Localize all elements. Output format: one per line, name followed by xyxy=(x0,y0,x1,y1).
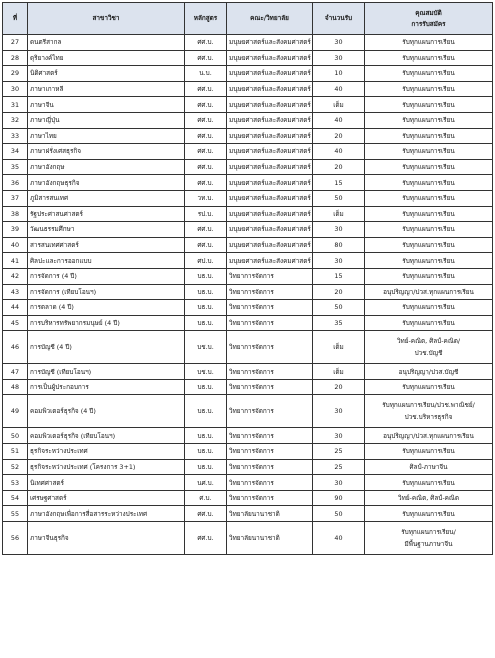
program-cell: บธ.บ. xyxy=(185,315,227,331)
program-cell: ศศ.บ. xyxy=(185,97,227,113)
program-cell: รป.บ. xyxy=(185,206,227,222)
faculty-cell: มนุษยศาสตร์และสังคมศาสตร์ xyxy=(227,144,313,160)
table-row xyxy=(3,159,493,175)
quota-cell: 90 xyxy=(313,490,365,506)
major-name-cell: การตลาด (4 ปี) xyxy=(28,300,185,316)
row-number-cell: 56 xyxy=(3,522,28,555)
requirements-cell xyxy=(365,190,493,206)
faculty-cell: มนุษยศาสตร์และสังคมศาสตร์ xyxy=(227,35,313,51)
quota-cell: 15 xyxy=(313,268,365,284)
requirement-line: ปวช.บัญชี xyxy=(414,349,443,358)
faculty-cell: มนุษยศาสตร์และสังคมศาสตร์ xyxy=(227,81,313,97)
requirements-cell xyxy=(365,284,493,300)
requirement-line: รับทุกแผนการเรียน xyxy=(402,69,455,78)
quota-cell: 20 xyxy=(313,128,365,144)
major-name-cell: สารสนเทศศาสตร์ xyxy=(28,237,185,253)
faculty-cell: มนุษยศาสตร์และสังคมศาสตร์ xyxy=(227,159,313,175)
faculty-cell: วิทยาการจัดการ xyxy=(227,364,313,380)
quota-cell: 30 xyxy=(313,253,365,269)
table-row xyxy=(3,444,493,460)
requirement-line: รับทุกแผนการเรียน xyxy=(402,209,455,218)
faculty-cell: มนุษยศาสตร์และสังคมศาสตร์ xyxy=(227,128,313,144)
header-faculty: คณะ/วิทยาลัย xyxy=(227,3,313,35)
table-row xyxy=(3,237,493,253)
program-cell: น.บ. xyxy=(185,66,227,82)
header-no: ที่ xyxy=(3,3,28,35)
program-cell: บธ.บ. xyxy=(185,444,227,460)
table-row xyxy=(3,522,493,555)
requirements-cell xyxy=(365,331,493,364)
table-row xyxy=(3,175,493,191)
requirement-line: รับทุกแผนการเรียน xyxy=(402,256,455,265)
program-cell: บธ.บ. xyxy=(185,268,227,284)
major-name-cell: ธุรกิจระหว่างประเทศ (โครงการ 3+1) xyxy=(28,459,185,475)
table-row xyxy=(3,268,493,284)
header-requirements-line1: คุณสมบัติ xyxy=(415,8,442,17)
quota-cell: 30 xyxy=(313,428,365,444)
faculty-cell: มนุษยศาสตร์และสังคมศาสตร์ xyxy=(227,66,313,82)
program-cell: บธ.บ. xyxy=(185,284,227,300)
requirements-cell xyxy=(365,490,493,506)
row-number-cell: 48 xyxy=(3,379,28,395)
faculty-cell: วิทยาการจัดการ xyxy=(227,475,313,491)
faculty-cell: วิทยาการจัดการ xyxy=(227,284,313,300)
table-header-row xyxy=(3,3,493,35)
major-name-cell: คอมพิวเตอร์ธุรกิจ (4 ปี) xyxy=(28,395,185,428)
quota-cell: 50 xyxy=(313,506,365,522)
requirement-line: รับทุกแผนการเรียน xyxy=(402,383,455,392)
major-name-cell: การเป็นผู้ประกอบการ xyxy=(28,379,185,395)
row-number-cell: 51 xyxy=(3,444,28,460)
row-number-cell: 41 xyxy=(3,253,28,269)
table-row xyxy=(3,97,493,113)
row-number-cell: 35 xyxy=(3,159,28,175)
row-number-cell: 30 xyxy=(3,81,28,97)
major-name-cell: คอมพิวเตอร์ธุรกิจ (เทียบโอนฯ) xyxy=(28,428,185,444)
table-row xyxy=(3,206,493,222)
table-row xyxy=(3,66,493,82)
row-number-cell: 50 xyxy=(3,428,28,444)
row-number-cell: 55 xyxy=(3,506,28,522)
quota-cell: 30 xyxy=(313,50,365,66)
faculty-cell: มนุษยศาสตร์และสังคมศาสตร์ xyxy=(227,112,313,128)
faculty-cell: มนุษยศาสตร์และสังคมศาสตร์ xyxy=(227,206,313,222)
row-number-cell: 34 xyxy=(3,144,28,160)
requirements-cell xyxy=(365,395,493,428)
major-name-cell: ดุริยางค์ไทย xyxy=(28,50,185,66)
program-cell: บธ.บ. xyxy=(185,428,227,444)
major-name-cell: นิติศาสตร์ xyxy=(28,66,185,82)
quota-cell: 40 xyxy=(313,112,365,128)
table-row xyxy=(3,144,493,160)
requirement-line: รับทุกแผนการเรียน xyxy=(402,225,455,234)
row-number-cell: 44 xyxy=(3,300,28,316)
row-number-cell: 40 xyxy=(3,237,28,253)
requirements-cell xyxy=(365,222,493,238)
faculty-cell: มนุษยศาสตร์และสังคมศาสตร์ xyxy=(227,50,313,66)
quota-cell: 25 xyxy=(313,444,365,460)
quota-cell: 40 xyxy=(313,81,365,97)
program-cell: ศศ.บ. xyxy=(185,522,227,555)
requirements-cell xyxy=(365,475,493,491)
quota-cell: 30 xyxy=(313,395,365,428)
table-row xyxy=(3,428,493,444)
requirements-cell xyxy=(365,364,493,380)
faculty-cell: วิทยาการจัดการ xyxy=(227,395,313,428)
requirement-line: รับทุกแผนการเรียน/ xyxy=(401,528,456,537)
table-row xyxy=(3,253,493,269)
major-name-cell: ภาษาเกาหลี xyxy=(28,81,185,97)
table-row xyxy=(3,50,493,66)
faculty-cell: มนุษยศาสตร์และสังคมศาสตร์ xyxy=(227,237,313,253)
requirement-line: วิทย์-คณิต, ศิลป์-คณิต/ xyxy=(396,337,461,346)
requirements-cell xyxy=(365,428,493,444)
table-row xyxy=(3,284,493,300)
major-name-cell: เศรษฐศาสตร์ xyxy=(28,490,185,506)
row-number-cell: 52 xyxy=(3,459,28,475)
faculty-cell: วิทยาการจัดการ xyxy=(227,379,313,395)
requirement-line: รับทุกแผนการเรียน xyxy=(402,318,455,327)
table-row xyxy=(3,395,493,428)
major-name-cell: ภาษาจีนธุรกิจ xyxy=(28,522,185,555)
table-row xyxy=(3,364,493,380)
row-number-cell: 39 xyxy=(3,222,28,238)
major-name-cell: ศิลปะและการออกแบบ xyxy=(28,253,185,269)
quota-cell: เต็ม xyxy=(313,206,365,222)
row-number-cell: 37 xyxy=(3,190,28,206)
table-row xyxy=(3,379,493,395)
row-number-cell: 42 xyxy=(3,268,28,284)
faculty-cell: วิทยาการจัดการ xyxy=(227,268,313,284)
table-body xyxy=(3,35,493,555)
table-row xyxy=(3,128,493,144)
program-cell: ศศ.บ. xyxy=(185,81,227,97)
faculty-cell: วิทยาการจัดการ xyxy=(227,459,313,475)
faculty-cell: มนุษยศาสตร์และสังคมศาสตร์ xyxy=(227,253,313,269)
requirements-cell xyxy=(365,175,493,191)
admission-quota-table xyxy=(2,2,493,555)
faculty-cell: วิทยาการจัดการ xyxy=(227,444,313,460)
requirements-cell xyxy=(365,379,493,395)
table-row xyxy=(3,506,493,522)
requirements-cell xyxy=(365,159,493,175)
requirements-cell xyxy=(365,444,493,460)
quota-cell: 10 xyxy=(313,66,365,82)
program-cell: ศป.บ. xyxy=(185,253,227,269)
major-name-cell: ภาษาฝรั่งเศสธุรกิจ xyxy=(28,144,185,160)
major-name-cell: ภาษาอังกฤษ xyxy=(28,159,185,175)
program-cell: ศศ.บ. xyxy=(185,237,227,253)
major-name-cell: ดนตรีสากล xyxy=(28,35,185,51)
row-number-cell: 46 xyxy=(3,331,28,364)
row-number-cell: 33 xyxy=(3,128,28,144)
header-requirements-line2: การรับสมัคร xyxy=(411,19,446,28)
requirement-line: รับทุกแผนการเรียน xyxy=(402,53,455,62)
program-cell: วท.บ. xyxy=(185,190,227,206)
admission-table-page xyxy=(2,2,492,555)
requirements-cell xyxy=(365,97,493,113)
requirement-line: รับทุกแผนการเรียน xyxy=(402,241,455,250)
table-row xyxy=(3,490,493,506)
table-row xyxy=(3,300,493,316)
program-cell: ศศ.บ. xyxy=(185,144,227,160)
program-cell: บธ.บ. xyxy=(185,300,227,316)
requirement-line: รับทุกแผนการเรียน xyxy=(402,509,455,518)
major-name-cell: ภาษาอังกฤษธุรกิจ xyxy=(28,175,185,191)
header-requirements xyxy=(365,3,493,35)
faculty-cell: วิทยาลัยนานาชาติ xyxy=(227,522,313,555)
row-number-cell: 31 xyxy=(3,97,28,113)
program-cell: ศศ.บ. xyxy=(185,112,227,128)
table-row xyxy=(3,475,493,491)
requirement-line: ศิลป์-ภาษาจีน xyxy=(409,462,448,471)
row-number-cell: 53 xyxy=(3,475,28,491)
header-quota: จำนวนรับ xyxy=(313,3,365,35)
requirements-cell xyxy=(365,522,493,555)
program-cell: บธ.บ. xyxy=(185,459,227,475)
major-name-cell: ภาษาอังกฤษเพื่อการสื่อสารระหว่างประเทศ xyxy=(28,506,185,522)
requirement-line: รับทุกแผนการเรียน xyxy=(402,131,455,140)
table-row xyxy=(3,459,493,475)
quota-cell: 30 xyxy=(313,222,365,238)
requirements-cell xyxy=(365,506,493,522)
row-number-cell: 29 xyxy=(3,66,28,82)
program-cell: ศศ.บ. xyxy=(185,50,227,66)
major-name-cell: การบริหารทรัพยากรมนุษย์ (4 ปี) xyxy=(28,315,185,331)
header-program: หลักสูตร xyxy=(185,3,227,35)
requirements-cell xyxy=(365,300,493,316)
table-row xyxy=(3,315,493,331)
major-name-cell: ภาษาจีน xyxy=(28,97,185,113)
major-name-cell: วัฒนธรรมศึกษา xyxy=(28,222,185,238)
faculty-cell: มนุษยศาสตร์และสังคมศาสตร์ xyxy=(227,222,313,238)
major-name-cell: ภาษาญี่ปุ่น xyxy=(28,112,185,128)
quota-cell: 40 xyxy=(313,522,365,555)
quota-cell: 50 xyxy=(313,300,365,316)
program-cell: ศ.บ. xyxy=(185,490,227,506)
requirement-line: รับทุกแผนการเรียน xyxy=(402,100,455,109)
requirement-line: อนุปริญญา/ปวส.ทุกแผนการเรียน xyxy=(383,431,474,440)
quota-cell: เต็ม xyxy=(313,364,365,380)
row-number-cell: 38 xyxy=(3,206,28,222)
requirements-cell xyxy=(365,459,493,475)
table-row xyxy=(3,331,493,364)
faculty-cell: วิทยาการจัดการ xyxy=(227,490,313,506)
program-cell: บช.บ. xyxy=(185,364,227,380)
program-cell: บธ.บ. xyxy=(185,395,227,428)
requirements-cell xyxy=(365,237,493,253)
program-cell: ศศ.บ. xyxy=(185,175,227,191)
faculty-cell: มนุษยศาสตร์และสังคมศาสตร์ xyxy=(227,97,313,113)
requirements-cell xyxy=(365,50,493,66)
requirement-line: รับทุกแผนการเรียน xyxy=(402,447,455,456)
quota-cell: 30 xyxy=(313,35,365,51)
row-number-cell: 32 xyxy=(3,112,28,128)
requirements-cell xyxy=(365,315,493,331)
quota-cell: 50 xyxy=(313,190,365,206)
major-name-cell: นิเทศศาสตร์ xyxy=(28,475,185,491)
quota-cell: 25 xyxy=(313,459,365,475)
quota-cell: 20 xyxy=(313,284,365,300)
requirements-cell xyxy=(365,81,493,97)
table-row xyxy=(3,190,493,206)
requirements-cell xyxy=(365,35,493,51)
program-cell: ศศ.บ. xyxy=(185,159,227,175)
requirements-cell xyxy=(365,253,493,269)
program-cell: นศ.บ. xyxy=(185,475,227,491)
major-name-cell: ภูมิสารสนเทศ xyxy=(28,190,185,206)
faculty-cell: วิทยาการจัดการ xyxy=(227,315,313,331)
table-row xyxy=(3,35,493,51)
faculty-cell: วิทยาการจัดการ xyxy=(227,331,313,364)
major-name-cell: การจัดการ (4 ปี) xyxy=(28,268,185,284)
quota-cell: 20 xyxy=(313,379,365,395)
program-cell: บช.บ. xyxy=(185,331,227,364)
row-number-cell: 43 xyxy=(3,284,28,300)
row-number-cell: 54 xyxy=(3,490,28,506)
table-row xyxy=(3,112,493,128)
requirement-line: รับทุกแผนการเรียน xyxy=(402,478,455,487)
requirements-cell xyxy=(365,66,493,82)
requirement-line: รับทุกแผนการเรียน xyxy=(402,178,455,187)
faculty-cell: วิทยาการจัดการ xyxy=(227,300,313,316)
requirement-line: รับทุกแผนการเรียน/ปวช.พาณิชย์/ xyxy=(382,401,475,410)
faculty-cell: วิทยาลัยนานาชาติ xyxy=(227,506,313,522)
row-number-cell: 47 xyxy=(3,364,28,380)
faculty-cell: มนุษยศาสตร์และสังคมศาสตร์ xyxy=(227,175,313,191)
major-name-cell: รัฐประศาสนศาสตร์ xyxy=(28,206,185,222)
quota-cell: 15 xyxy=(313,175,365,191)
major-name-cell: ธุรกิจระหว่างประเทศ xyxy=(28,444,185,460)
program-cell: ศศ.บ. xyxy=(185,35,227,51)
requirements-cell xyxy=(365,128,493,144)
faculty-cell: วิทยาการจัดการ xyxy=(227,428,313,444)
requirement-line: ปวช.บริหารธุรกิจ xyxy=(404,413,453,422)
row-number-cell: 27 xyxy=(3,35,28,51)
row-number-cell: 45 xyxy=(3,315,28,331)
program-cell: ศศ.บ. xyxy=(185,128,227,144)
quota-cell: เต็ม xyxy=(313,331,365,364)
requirement-line: วิทย์-คณิต, ศิลป์-คณิต xyxy=(398,494,459,503)
requirement-line: รับทุกแผนการเรียน xyxy=(402,116,455,125)
requirement-line: รับทุกแผนการเรียน xyxy=(402,272,455,281)
major-name-cell: การบัญชี (เทียบโอนฯ) xyxy=(28,364,185,380)
requirement-line: รับทุกแผนการเรียน xyxy=(402,163,455,172)
quota-cell: 40 xyxy=(313,144,365,160)
quota-cell: 20 xyxy=(313,159,365,175)
table-row xyxy=(3,81,493,97)
row-number-cell: 49 xyxy=(3,395,28,428)
requirements-cell xyxy=(365,112,493,128)
requirement-line: อนุปริญญา/ปวส.ทุกแผนการเรียน xyxy=(383,287,474,296)
faculty-cell: มนุษยศาสตร์และสังคมศาสตร์ xyxy=(227,190,313,206)
requirement-line: รับทุกแผนการเรียน xyxy=(402,38,455,47)
requirement-line: รับทุกแผนการเรียน xyxy=(402,194,455,203)
table-row xyxy=(3,222,493,238)
row-number-cell: 36 xyxy=(3,175,28,191)
quota-cell: เต็ม xyxy=(313,97,365,113)
major-name-cell: ภาษาไทย xyxy=(28,128,185,144)
requirement-line: รับทุกแผนการเรียน xyxy=(402,147,455,156)
quota-cell: 35 xyxy=(313,315,365,331)
program-cell: ศศ.บ. xyxy=(185,222,227,238)
requirements-cell xyxy=(365,144,493,160)
quota-cell: 30 xyxy=(313,475,365,491)
requirement-line: มีพื้นฐานภาษาจีน xyxy=(404,540,453,549)
requirement-line: รับทุกแผนการเรียน xyxy=(402,303,455,312)
requirements-cell xyxy=(365,268,493,284)
major-name-cell: การบัญชี (4 ปี) xyxy=(28,331,185,364)
requirements-cell xyxy=(365,206,493,222)
row-number-cell: 28 xyxy=(3,50,28,66)
requirement-line: รับทุกแผนการเรียน xyxy=(402,85,455,94)
program-cell: ศศ.บ. xyxy=(185,506,227,522)
quota-cell: 80 xyxy=(313,237,365,253)
major-name-cell: การจัดการ (เทียบโอนฯ) xyxy=(28,284,185,300)
header-major: สาขาวิชา xyxy=(28,3,185,35)
program-cell: บธ.บ. xyxy=(185,379,227,395)
requirement-line: อนุปริญญา/ปวส.บัญชี xyxy=(398,367,459,376)
